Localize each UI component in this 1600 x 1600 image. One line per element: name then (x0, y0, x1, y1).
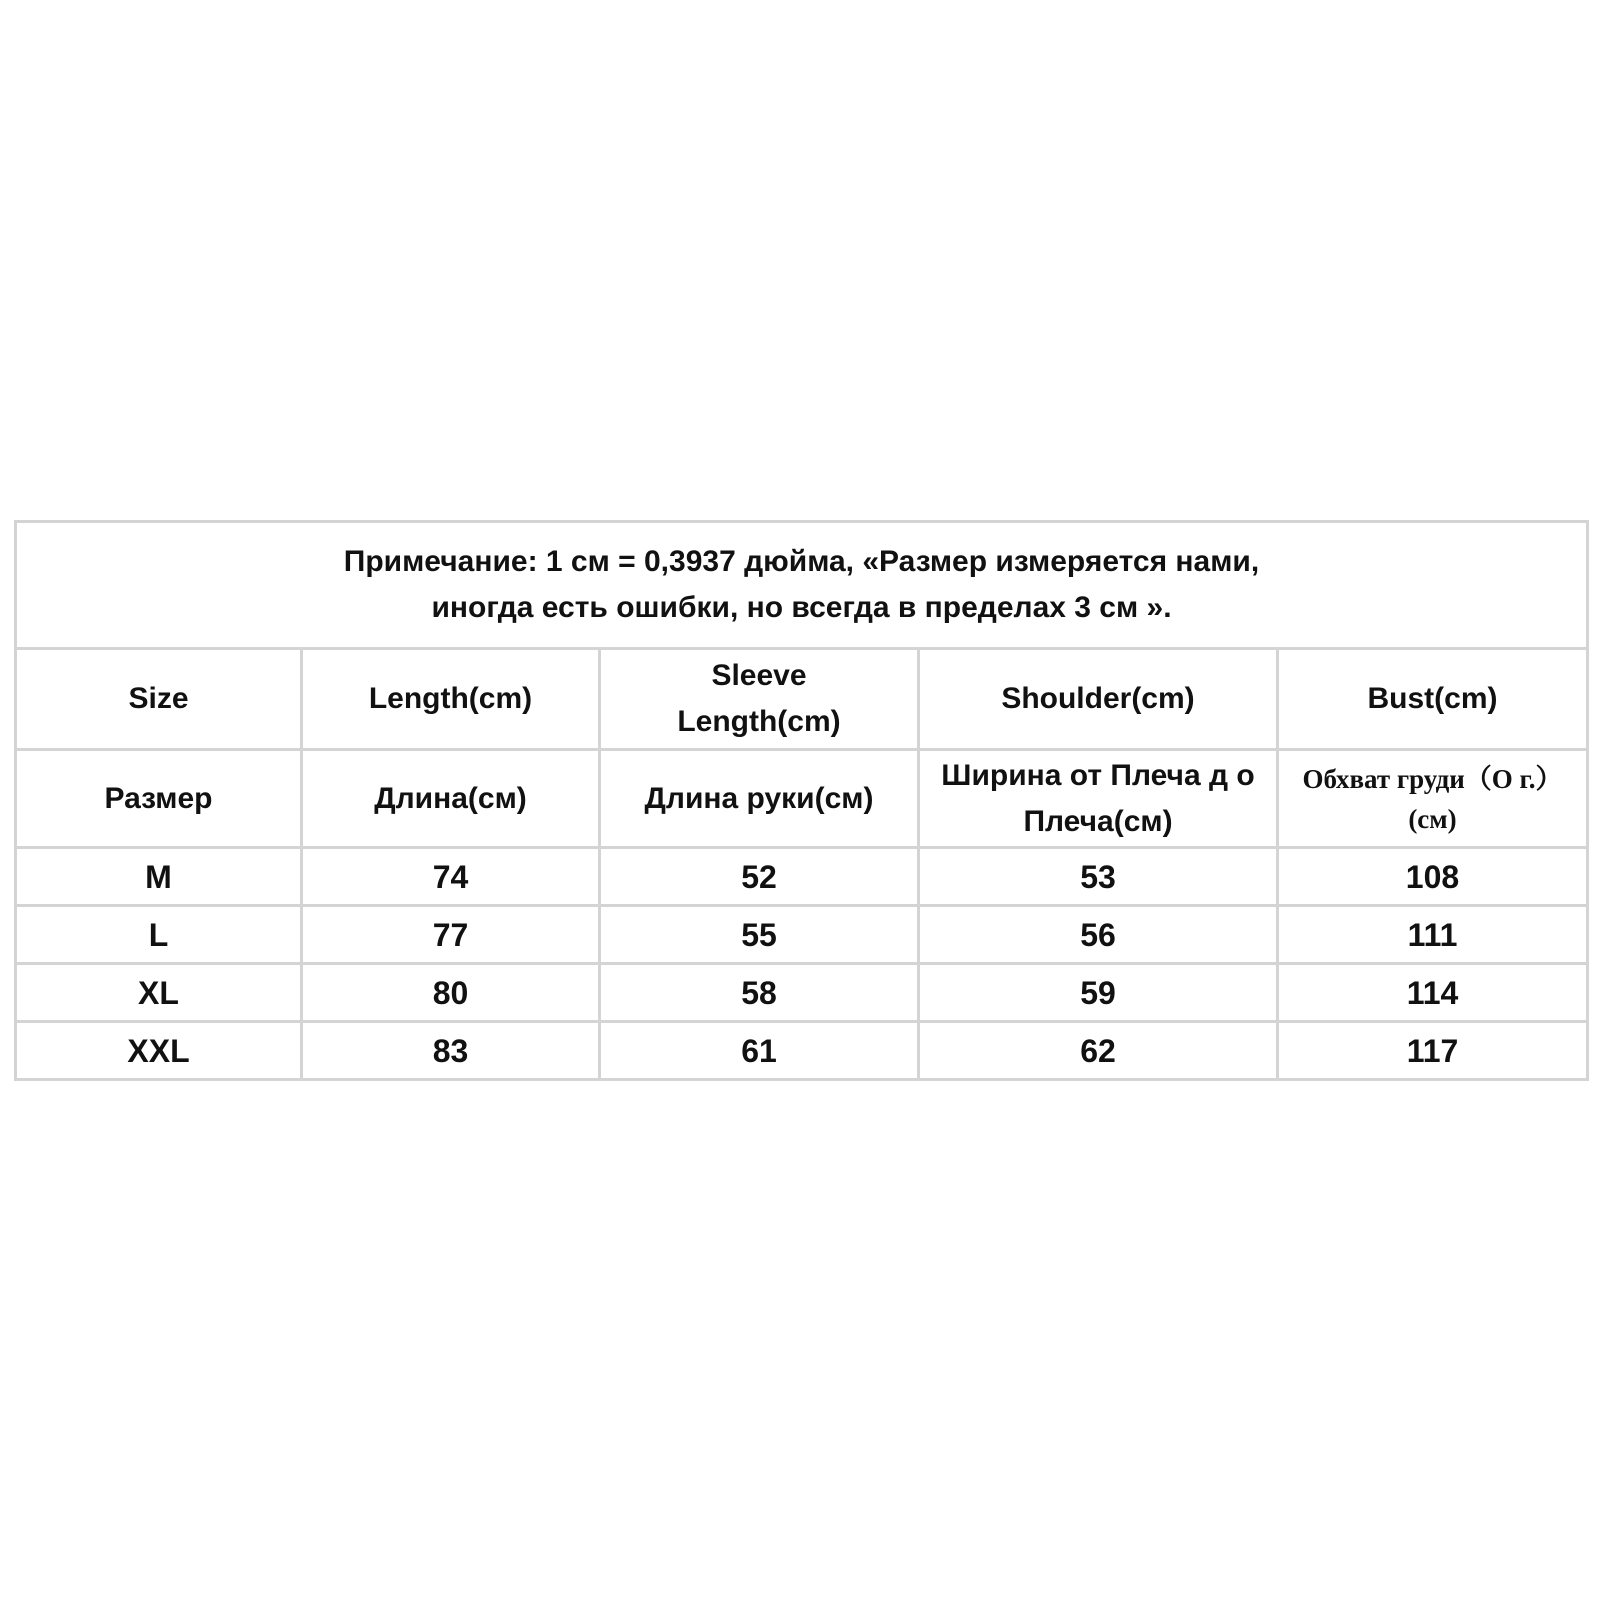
table-row (16, 1022, 1588, 1080)
header-dlina-ruki: Длина руки(см) (600, 750, 919, 848)
cell-size: XL (16, 964, 302, 1022)
cell-shoulder: 53 (919, 848, 1278, 906)
header-razmer: Размер (16, 750, 302, 848)
cell-sleeve-length: 61 (600, 1022, 919, 1080)
cell-length: 80 (302, 964, 600, 1022)
header-obkhvat-grudi: Обхват груди（О г.）(см) (1278, 750, 1588, 848)
cell-length: 83 (302, 1022, 600, 1080)
cell-sleeve-length: 55 (600, 906, 919, 964)
table-row (16, 848, 1588, 906)
header-sleeve-length: Sleeve Length(cm) (600, 649, 919, 750)
cell-shoulder: 62 (919, 1022, 1278, 1080)
cell-bust: 111 (1278, 906, 1588, 964)
cell-bust: 114 (1278, 964, 1588, 1022)
header-shirina-plech: Ширина от Плеча д о Плеча(см) (919, 750, 1278, 848)
cell-size: XXL (16, 1022, 302, 1080)
header-row-english (16, 649, 1588, 750)
cell-shoulder: 59 (919, 964, 1278, 1022)
cell-length: 77 (302, 906, 600, 964)
measurement-note (16, 522, 1588, 649)
header-dlina: Длина(см) (302, 750, 600, 848)
header-size: Size (16, 649, 302, 750)
cell-bust: 117 (1278, 1022, 1588, 1080)
note-row (16, 522, 1588, 649)
table-row (16, 906, 1588, 964)
header-shoulder: Shoulder(cm) (919, 649, 1278, 750)
cell-shoulder: 56 (919, 906, 1278, 964)
cell-sleeve-length: 52 (600, 848, 919, 906)
header-bust: Bust(cm) (1278, 649, 1588, 750)
size-chart-table (14, 520, 1589, 1081)
cell-size: M (16, 848, 302, 906)
table-row (16, 964, 1588, 1022)
note-line-1: Примечание: 1 см = 0,3937 дюйма, «Размер измеряется нами, (343, 545, 1260, 578)
note-line-2: иногда есть ошибки, но всегда в пределах 3 см ». (431, 591, 1172, 624)
header-row-russian (16, 750, 1588, 848)
cell-length: 74 (302, 848, 600, 906)
header-length: Length(cm) (302, 649, 600, 750)
cell-sleeve-length: 58 (600, 964, 919, 1022)
cell-bust: 108 (1278, 848, 1588, 906)
cell-size: L (16, 906, 302, 964)
